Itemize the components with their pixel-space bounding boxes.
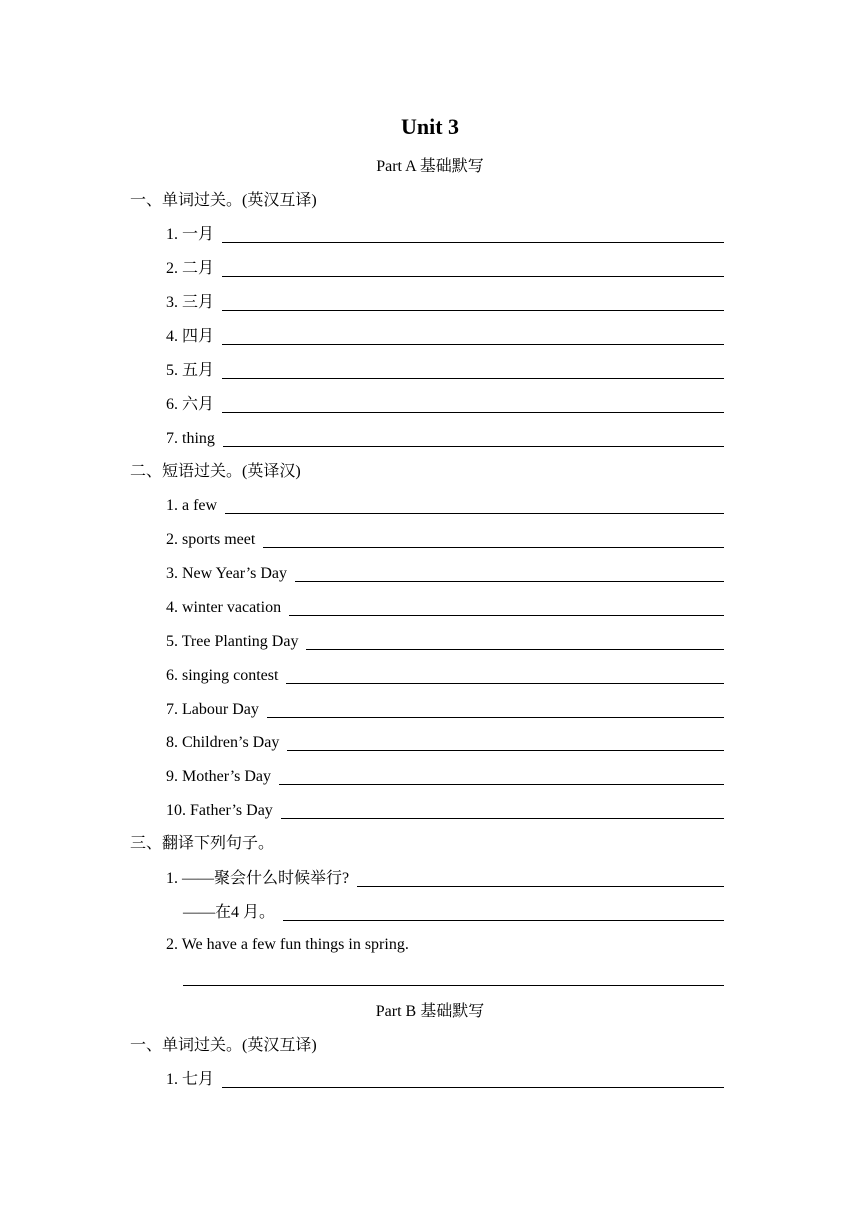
phrase-item-label: 10. Father’s Day — [166, 802, 273, 819]
word-item — [166, 292, 724, 314]
word-item — [166, 360, 724, 382]
answer-line[interactable] — [263, 547, 724, 548]
word-item — [166, 224, 724, 246]
answer-line[interactable] — [289, 615, 724, 616]
answer-line[interactable] — [279, 784, 724, 785]
word-item-label: 7. thing — [166, 430, 215, 447]
part-b-heading: Part B 基础默写 — [375, 1003, 485, 1020]
sentence-question-2: 2. We have a few fun things in spring. — [166, 936, 409, 953]
phrase-item-label: 9. Mother’s Day — [166, 768, 272, 785]
part-b-section-1-heading: 一、单词过关。(英汉互译) — [130, 1037, 317, 1054]
phrase-item-label: 8. Children’s Day — [166, 734, 280, 751]
phrase-item-label: 5. Tree Planting Day — [166, 633, 299, 650]
phrase-item-label: 4. winter vacation — [166, 599, 282, 616]
answer-line[interactable] — [223, 446, 724, 447]
phrase-item — [166, 529, 724, 551]
answer-line[interactable] — [287, 750, 724, 751]
word-item-label: 5. 五月 — [166, 362, 215, 379]
phrase-item — [166, 665, 724, 687]
word-item-label: 1. 七月 — [166, 1071, 215, 1088]
answer-line[interactable] — [222, 344, 724, 345]
word-item — [166, 1069, 724, 1091]
answer-line[interactable] — [306, 649, 724, 650]
sentence-answer-1-label: ——在4 月。 — [183, 904, 276, 921]
phrase-item-label: 1. a few — [166, 497, 218, 514]
part-a-heading: Part A 基础默写 — [376, 158, 484, 175]
phrase-item-label: 7. Labour Day — [166, 701, 259, 718]
phrase-item — [166, 563, 724, 585]
answer-line[interactable] — [295, 581, 724, 582]
phrase-item-label: 6. singing contest — [166, 667, 279, 684]
answer-line[interactable] — [286, 683, 724, 684]
answer-line[interactable] — [357, 886, 724, 887]
sentence-question-1-label: 1. ——聚会什么时候举行? — [166, 870, 350, 887]
answer-line[interactable] — [222, 310, 724, 311]
phrase-item — [166, 766, 724, 788]
part-a-section-1-heading: 一、单词过关。(英汉互译) — [130, 192, 317, 209]
phrase-item-label: 2. sports meet — [166, 531, 256, 548]
answer-line[interactable] — [283, 920, 724, 921]
page-title: Unit 3 — [400, 114, 460, 139]
phrase-item-label: 3. New Year’s Day — [166, 565, 288, 582]
phrase-item — [166, 800, 724, 822]
part-a-section-2-heading: 二、短语过关。(英译汉) — [130, 463, 301, 480]
phrase-item — [166, 732, 724, 754]
answer-line[interactable] — [225, 513, 724, 514]
word-item-label: 6. 六月 — [166, 396, 215, 413]
answer-line[interactable] — [222, 276, 724, 277]
word-item — [166, 326, 724, 348]
answer-line[interactable] — [183, 985, 724, 986]
answer-line[interactable] — [222, 1087, 724, 1088]
word-item-label: 3. 三月 — [166, 294, 215, 311]
word-item — [166, 394, 724, 416]
phrase-item — [166, 631, 724, 653]
answer-line[interactable] — [222, 378, 724, 379]
phrase-item — [166, 699, 724, 721]
word-item — [166, 428, 724, 450]
sentence-question-1 — [166, 868, 724, 890]
word-item-label: 4. 四月 — [166, 328, 215, 345]
answer-line[interactable] — [222, 242, 724, 243]
answer-line[interactable] — [267, 717, 724, 718]
word-item-label: 2. 二月 — [166, 260, 215, 277]
sentence-answer-1 — [183, 902, 724, 924]
answer-line[interactable] — [281, 818, 724, 819]
part-a-section-3-heading: 三、翻译下列句子。 — [130, 835, 275, 852]
phrase-item — [166, 597, 724, 619]
phrase-item — [166, 495, 724, 517]
word-item — [166, 258, 724, 280]
answer-line[interactable] — [222, 412, 724, 413]
word-item-label: 1. 一月 — [166, 226, 215, 243]
